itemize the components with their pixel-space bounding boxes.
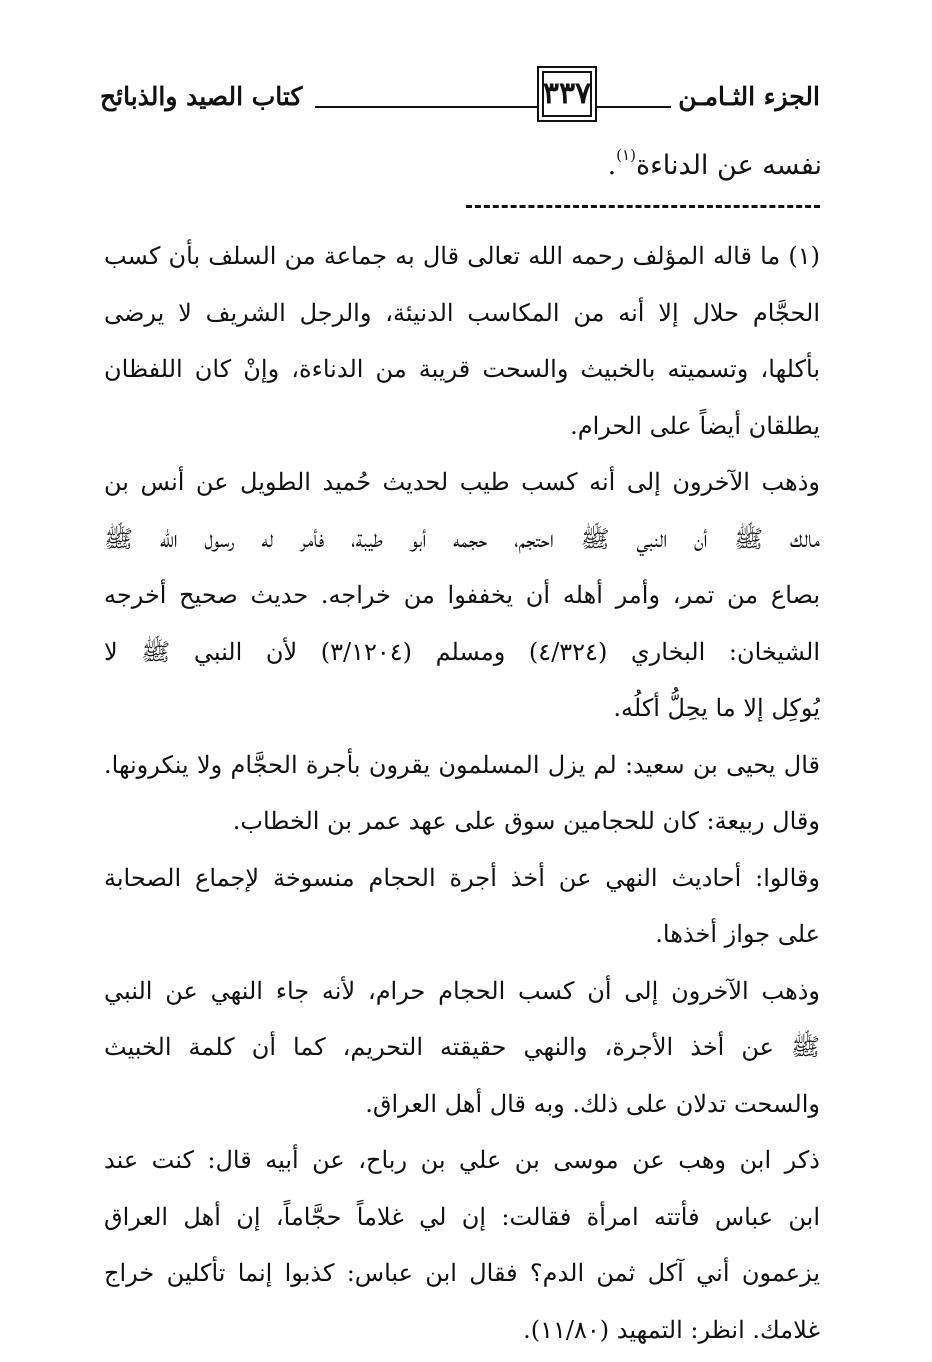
footnote-line: غلامك. انظر: التمهيد (١١/٨٠). [523, 1315, 820, 1344]
footnote-line: ﷺ عن أخذ الأجرة، والنهي حقيقته التحريم، كما أن كلمة الخبيث [104, 1033, 820, 1061]
body-text [607, 146, 822, 181]
footnote-line: (١) ما قاله المؤلف رحمه الله تعالى قال به جماعة من السلف بأن كسب [104, 242, 820, 270]
footnote-line: يُوكِل إلا ما يحِلُّ أكلُه. [613, 694, 820, 722]
footnote-line: بصاع من تمر، وأمر أهله أن يخففوا من خراجه. حديث صحيح أخرجه [104, 581, 820, 609]
footnote-line: يزعمون أني آكل ثمن الدم؟ فقال ابن عباس: كذبوا إنما تأكلين خراج [104, 1259, 820, 1287]
footnote-line: على جواز أخذها. [655, 920, 820, 948]
header-rule-right [597, 106, 671, 108]
footnote-line: وذهب الآخرون إلى أنه كسب طيب لحديث حُميد الطويل عن أنس بن [104, 468, 820, 496]
footnote-separator [466, 205, 820, 208]
footnote-line: وقالوا: أحاديث النهي عن أخذ أجرة الحجام منسوخة لإجماع الصحابة [104, 863, 820, 892]
page-number: ٣٣٧ [537, 66, 597, 122]
footnote-reference: (١) [616, 146, 636, 164]
footnote-line: يطلقان أيضاً على الحرام. [570, 411, 820, 440]
footnote-line: وقال ربيعة: كان للحجامين سوق على عهد عمر بن الخطاب. [232, 807, 820, 835]
part-title: الجزء الثـامـن [678, 82, 820, 111]
footnote-line: ذكر ابن وهب عن موسى بن علي بن رباح، عن أبيه قال: كنت عند [104, 1146, 820, 1174]
footnote-line: قال يحيى بن سعيد: لم يزل المسلمون يقرون بأجرة الحجَّام ولا ينكرونها. [104, 750, 820, 779]
footnote-line: والسحت تدلان على ذلك. وبه قال أهل العراق. [365, 1089, 820, 1118]
footnote-line: وذهب الآخرون إلى أن كسب الحجام حرام، لأنه جاء النهي عن النبي [104, 976, 820, 1005]
footnote-line: ابن عباس فأتته امرأة فقالت: إن لي غلاماً حجَّاماً، إن أهل العراق [104, 1202, 820, 1231]
footnote-line: بأكلها، وتسميته بالخبيث والسحت قريبة من الدناءة، وإنْ كان اللفظان [104, 355, 820, 383]
footnote-line: الشيخان: البخاري (٤/٣٢٤) ومسلم (٣/١٢٠٤) لأن النبي ﷺ لا [104, 637, 820, 666]
header-rule-left [315, 106, 537, 108]
body-text-content: نفسه عن الدناءة [635, 150, 822, 181]
book-title: كتاب الصيد والذبائح [100, 82, 303, 111]
footnote-block [104, 228, 820, 1358]
running-header [100, 66, 820, 130]
footnote-line: مالك ﷺ أن النبي ﷺ احتجم، حجمه أبو طيبة، فأمر له رسول الله ﷺ [104, 524, 820, 553]
footnote-line: الحجَّام حلال إلا أنه من المكاسب الدنيئة، والرجل الشريف لا يرضى [104, 298, 820, 327]
body-text-end: . [607, 150, 617, 181]
